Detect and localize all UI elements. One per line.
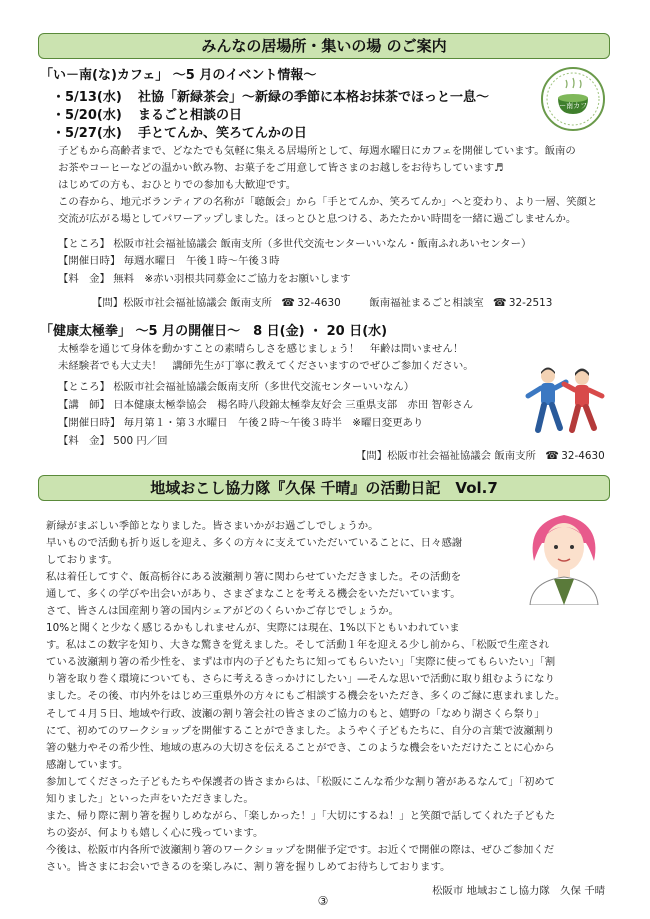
cafe-logo-text: いー南カフェ: [552, 102, 594, 110]
taikyoku-contact: [356, 447, 605, 462]
event-text: まるごと相談の日: [138, 108, 243, 123]
contact-tel: 32-4630: [561, 450, 605, 462]
diary-line: 私は着任してすぐ、飯高栃谷にある波瀬割り箸に関わらせていただきました。その活動を: [46, 571, 462, 584]
diary-line: さて、皆さんは国産割り箸の国内シェアがどのくらいかご存じでしょうか。: [46, 605, 399, 618]
cafe-info-fee: 【料 金】 無料 ※赤い羽根共同募金にご協力をお願いします: [58, 273, 351, 285]
taikyoku-info-teacher: 【講 師】 日本健康太極拳協会 楊名時八段錦太極拳友好会 三重県支部 赤田 智彰さん: [58, 399, 474, 411]
event-date: ・5/13(水): [52, 90, 122, 105]
taikyoku-info-time: 【開催日時】 毎月第１・第３水曜日 午後２時～午後３時半 ※曜日変更あり: [58, 417, 424, 429]
diary-line: また、帰り際に割り箸を握りしめながら、「楽しかった！」「大切にするね！」と笑顔で話してくれた子どもた: [46, 809, 556, 822]
event-text: 社協「新緑茶会」～新緑の季節に本格お抹茶でほっと一息～: [138, 90, 490, 105]
diary-line: にて、初めてのワークショップを開催することができました。ようやく子どもたちに、自分の言葉で波瀬割り: [46, 724, 555, 737]
event-text: 手とてんか、笑ろてんかの日: [138, 126, 307, 141]
contact-tel: 32-2513: [508, 297, 553, 309]
diary-line: 早いもので活動も折り返しを迎え、多くの方々に支えていただいていることに、日々感謝: [46, 537, 463, 550]
text-line: この春から、地元ボランティアの名称が「聴飯会」から「手とてんか、笑ろてんか」へと変わり、より一層、笑顔と: [58, 196, 598, 208]
contact-label: 飯南福祉まるごと相談室: [369, 297, 484, 309]
diary-line: ちの姿が、何よりも嬉しく心に残っています。: [46, 826, 264, 839]
text-line: 交流が広がる場としてパワーアップしました。ほっとひと息つける、あたたかい時間を一緒に過ごしませんか。: [58, 213, 577, 225]
event-line: [52, 104, 242, 123]
diary-line: 10%と聞くと少なく感じるかもしれませんが、実際には現在、1%以下ともいわれていま: [46, 622, 460, 635]
diary-line: す。私はこの数字を知り、大きな驚きを覚えました。そして活動１年を迎える少し前から、「松阪で生産され: [46, 639, 550, 652]
diary-line: 通して、多くの学びや出会いがあり、さまざまなことを考える機会をいただいています。: [46, 588, 461, 601]
event-date: ・5/20(水): [52, 108, 122, 123]
diary-line: ました。その後、市内外をはじめ三重県外の方々にもご相談する機会をいただき、多くのご縁に恵まれました。: [46, 690, 566, 703]
cafe-description: [58, 143, 597, 228]
contact-label: 【問】松阪市社会福祉協議会 飯南支所: [92, 297, 272, 309]
taikyoku-description: [58, 341, 474, 375]
page-number: ③: [317, 894, 329, 908]
diary-line: 参加してくださった子どもたちや保護者の皆さまからは、「松阪にこんな希少な割り箸があるなんて」「初めて: [46, 775, 556, 788]
diary-line: 知りました」といった声をいただきました。: [46, 792, 254, 805]
diary-signature: 松阪市 地域おこし協力隊 久保 千晴: [432, 885, 605, 897]
diary-line: 新緑がまぶしい季節となりました。皆さまいかがお過ごしでしょうか。: [46, 520, 379, 532]
cafe-contact: [92, 294, 552, 309]
section-header-diary: 地域おこし協力隊『久保 千晴』の活動日記 Vol.7: [38, 475, 610, 501]
cafe-title: 「い－南(な)カフェ」 ～5 月のイベント情報～: [40, 68, 317, 83]
diary-line: 今後は、松阪市内各所で波瀬割り箸のワークショップを開催予定です。お近くで開催の際は、ぜひご参加くだ: [46, 843, 555, 856]
diary-body: [46, 518, 565, 876]
diary-line: そして４月５日、地域や行政、波瀬の割り箸会社の皆さまのご協力のもと、嬉野の「なめり湖さくら祭り」: [46, 707, 545, 720]
cafe-info-place: 【ところ】 松阪市社会福祉協議会 飯南支所（多世代交流センターいいなん・飯南ふれあいセンター）: [58, 238, 532, 250]
text-line: 子どもから高齢者まで、どなたでも気軽に集える居場所として、毎週水曜日にカフェを開催しています。飯南の: [58, 145, 576, 157]
cafe-logo: [540, 66, 606, 132]
taikyoku-info-fee: 【料 金】 500 円／回: [58, 435, 168, 447]
taichi-illustration: [520, 362, 610, 440]
diary-line: ている波瀬割り箸の希少性を、まずは市内の子どもたちに知ってもらいたい」「実際に使ってもらいたい」「割: [46, 656, 556, 669]
phone-icon: ☎: [281, 296, 295, 309]
text-line: はじめての方も、おひとりでの参加も大歓迎です。: [58, 179, 297, 191]
text-line: お茶やコーヒーなどの温かい飲み物、お菓子をご用意して皆さまのお越しをお待ちしています♬: [58, 162, 504, 174]
taikyoku-info-place: 【ところ】 松阪市社会福祉協議会飯南支所（多世代交流センターいいなん）: [58, 381, 415, 393]
text-line: 未経験者でも大丈夫！ 講師先生が丁寧に教えてくださいますのでぜひご参加ください。: [58, 360, 474, 372]
phone-icon: ☎: [545, 449, 559, 462]
diary-line: り箸を取り巻く環境についても、さらに考えるきっかけにしたい」―そんな思いで活動に取り組むようになり: [46, 673, 555, 686]
event-date: ・5/27(水): [52, 126, 122, 141]
diary-line: さい。皆さまにお会いできるのを楽しみに、割り箸を握りしめてお待ちしております。: [46, 860, 451, 873]
taikyoku-title: 「健康太極拳」 ～5 月の開催日～ 8 日(金) ・ 20 日(水): [40, 324, 388, 339]
phone-icon: ☎: [492, 296, 507, 309]
event-line: [52, 86, 489, 105]
diary-line: 箸の魅力やその希少性、地域の恵みの大切さを伝えることができ、このような機会をいただけたことに心から: [46, 741, 555, 754]
section-header-ibasho: みんなの居場所・集いの場 のご案内: [38, 33, 610, 59]
cafe-info-time: 【開催日時】 毎週水曜日 午後１時～午後３時: [58, 255, 280, 267]
contact-tel: 32-4630: [297, 297, 341, 309]
diary-line: しております。: [46, 554, 118, 567]
diary-line: 感謝しています。: [46, 758, 129, 771]
contact-label: 【問】松阪市社会福祉協議会 飯南支所: [356, 450, 536, 462]
event-line: [52, 122, 307, 141]
text-line: 太極拳を通じて身体を動かすことの素晴らしさを感じましょう！ 年齢は問いません！: [58, 343, 464, 355]
